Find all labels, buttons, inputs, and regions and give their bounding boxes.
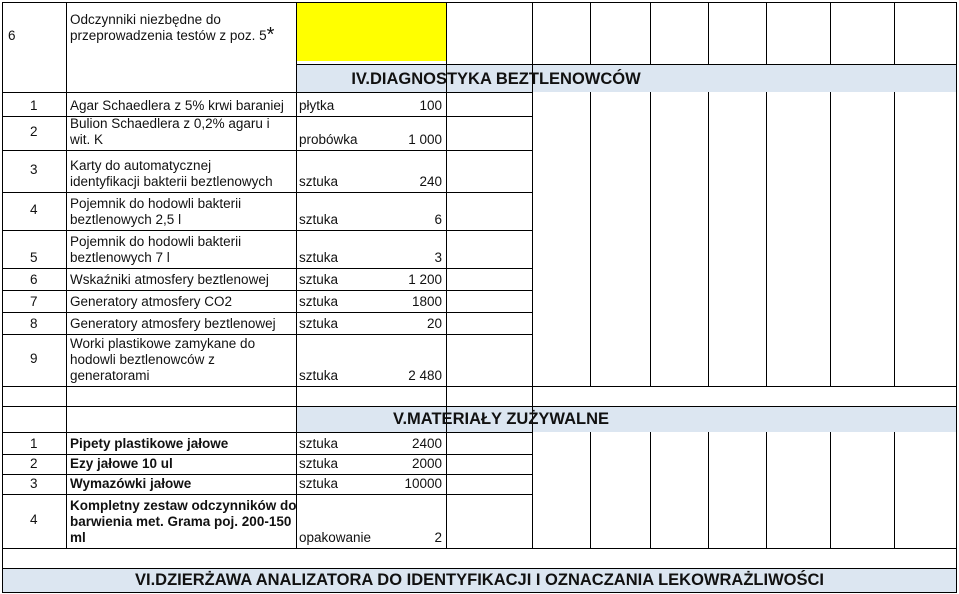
item-name-text: Agar Schaedlera z 5% krwi baraniej [70,98,284,113]
unit: sztuka [299,294,339,309]
grid-line [650,92,651,386]
unit: sztuka [299,456,339,471]
grid-line [708,432,709,548]
item-name-text: Generatory atmosfery CO2 [70,294,233,309]
item-name [70,116,298,148]
top-row-name-line1: Odczynniki niezbędne do [70,12,221,27]
item-name [70,494,298,546]
row-number: 7 [30,294,38,309]
unit: sztuka [299,212,339,227]
row-number: 4 [30,202,38,217]
quantity: 240 [419,174,442,189]
grid-line [708,2,709,64]
item-name [70,474,298,492]
row-number: 2 [30,456,38,471]
item-name [70,230,298,266]
row-number: 9 [30,351,38,366]
item-name [70,192,298,228]
unit: opakowanie [299,530,372,545]
quantity: 3 [434,250,442,265]
unit: płytka [299,98,335,113]
unit: sztuka [299,476,339,491]
quantity: 2000 [411,456,442,471]
row-number: 1 [30,436,38,451]
row-number: 3 [30,476,38,491]
quantity: 2400 [411,436,442,451]
grid-line [830,432,831,548]
row-number: 8 [30,316,38,331]
quantity: 6 [434,212,442,227]
item-name-text: Wskaźniki atmosfery beztlenowej [70,272,269,287]
grid-line [590,432,591,548]
grid-line [708,92,709,386]
grid-line [590,2,591,64]
row-number: 3 [30,162,38,177]
grid-line [650,2,651,64]
quantity: 2 480 [408,368,442,383]
grid-line [66,2,67,548]
row-number: 2 [30,124,38,139]
grid-line [766,2,767,64]
grid-line [894,92,895,386]
quantity: 2 [434,530,442,545]
quantity: 20 [426,316,442,331]
grid-line [2,386,957,387]
item-name [70,454,298,472]
item-name-line: wit. K [70,132,104,147]
unit: sztuka [299,316,339,331]
row-number: 1 [30,98,38,113]
unit: sztuka [299,436,339,451]
row-number: 6 [30,272,38,287]
grid-line [590,92,591,386]
item-name-text: Pipety plastikowe jałowe [70,436,229,451]
item-name-line: ml [70,530,86,545]
quantity: 1 000 [408,132,442,147]
grid-line [2,2,3,592]
item-name-text: Ezy jałowe 10 ul [70,456,173,471]
item-name-text: Generatory atmosfery beztlenowej [70,316,276,331]
row-number: 5 [30,250,38,265]
grid-line [766,92,767,386]
row-number: 4 [30,512,38,527]
item-name-line: Bulion Schaedlera z 0,2% agaru i [70,116,270,131]
unit: sztuka [299,174,339,189]
asterisk-mark: * [266,24,275,46]
item-name-text: Wymazówki jałowe [70,476,192,491]
top-row-name [70,2,300,44]
item-name-line: beztlenowych 2,5 l [70,212,182,227]
grid-line [766,432,767,548]
unit: probówka [299,132,358,147]
item-name-line: generatorami [70,368,150,383]
item-name [70,312,298,332]
grid-line [2,548,957,549]
quantity: 100 [419,98,442,113]
item-name [70,334,298,384]
unit: sztuka [299,272,339,287]
section6-title: VI.DZIERŻAWA ANALIZATORA DO IDENTYFIKACJI I OZNACZANIA LEKOWRAŻLIWOŚCI [135,571,824,589]
top-row-number: 6 [8,28,16,43]
unit: sztuka [299,250,339,265]
grid-line [650,432,651,548]
unit: sztuka [299,368,339,383]
item-name [70,150,298,190]
item-name-line: identyfikacji bakterii beztlenowych [70,174,273,189]
grid-line [2,592,957,593]
quantity: 1 200 [408,272,442,287]
item-name [70,432,298,452]
grid-line [894,2,895,64]
section4-title: IV.DIAGNOSTYKA BEZTLENOWCÓW [351,70,641,88]
section5-title: V.MATERIAŁY ZUŻYWALNE [392,410,610,428]
item-name-line: Pojemnik do hodowli bakterii [70,196,242,211]
grid-line [956,2,957,592]
grid-line [894,432,895,548]
item-name [70,92,298,114]
grid-line [296,64,957,65]
highlight-cell [296,3,446,61]
grid-line [830,2,831,64]
quantity: 1800 [411,294,442,309]
item-name-line: Pojemnik do hodowli bakterii [70,234,242,249]
item-name-line: beztlenowych 7 l [70,250,170,265]
item-name-line: Karty do automatycznej [70,158,212,173]
top-row-name-line2 [70,24,300,46]
item-name [70,268,298,288]
grid-line [830,92,831,386]
top-row-name-text: przeprowadzenia testów z poz. 5 [70,28,267,43]
item-name [70,290,298,310]
item-name-line: hodowli beztlenowców z [70,352,215,367]
item-name-line: Worki plastikowe zamykane do [70,336,256,351]
quantity: 10000 [404,476,442,491]
item-name-line: barwienia met. Grama poj. 200-150 [70,514,292,529]
item-name-line: Kompletny zestaw odczynników do [70,498,297,513]
